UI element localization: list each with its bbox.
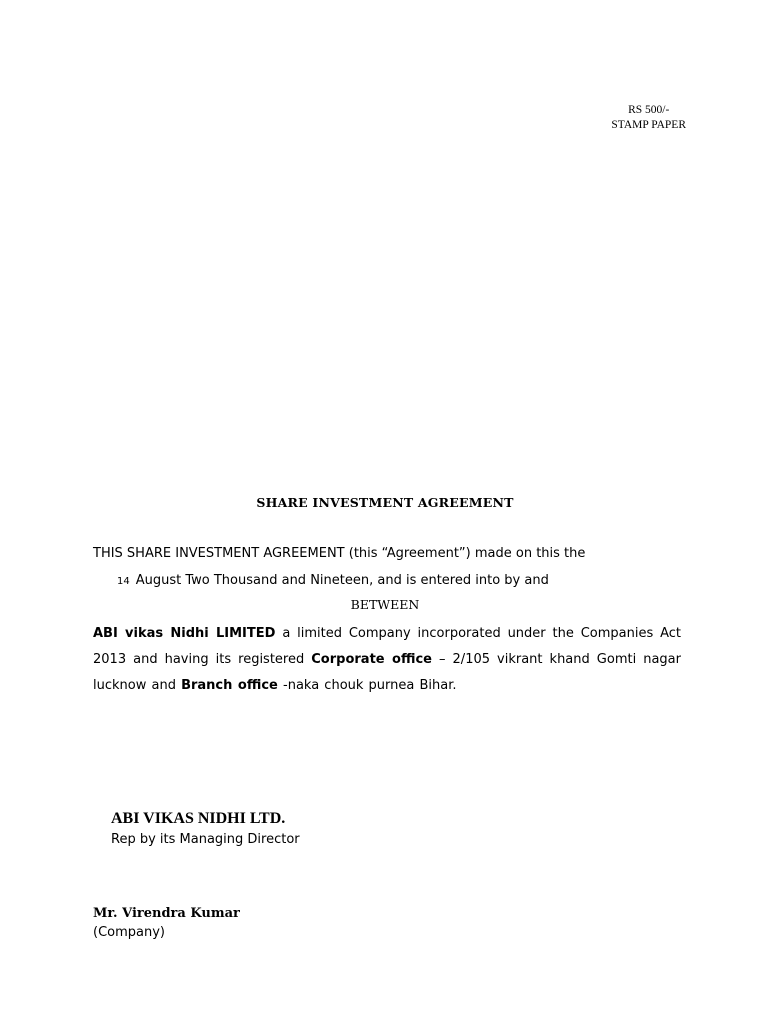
party-description: [93, 621, 681, 699]
stamp-paper-note: [611, 103, 686, 133]
agreement-date-text: August Two Thousand and Nineteen, and is entered into by and: [135, 573, 549, 588]
signatory-role: (Company): [93, 925, 165, 940]
signatory-company-name: ABI VIKAS NIDHI LTD.: [111, 810, 286, 827]
party-text-2: – 2/105 vikrant khand Gomti nagar lucknow and: [93, 652, 681, 693]
party-text-3: -naka chouk purnea Bihar.: [277, 678, 457, 693]
stamp-value: RS 500/-: [628, 104, 670, 116]
party-name: ABI vikas Nidhi LIMITED: [93, 626, 276, 641]
corporate-office-label: Corporate office: [311, 652, 432, 667]
intro-line-2: [117, 572, 549, 591]
branch-office-label: Branch office: [181, 678, 278, 693]
document-title: SHARE INVESTMENT AGREEMENT: [256, 495, 514, 510]
stamp-label: STAMP PAPER: [611, 119, 686, 131]
between-heading: BETWEEN: [350, 597, 420, 612]
signatory-person-name: Mr. Virendra Kumar: [93, 906, 240, 921]
party-text-1: a limited Company incorporated under the Companies Act 2013 and having its registered: [93, 626, 681, 667]
agreement-day: 14: [117, 576, 130, 587]
intro-line-1: THIS SHARE INVESTMENT AGREEMENT (this “Agreement”) made on this the: [93, 546, 586, 561]
representative-line: Rep by its Managing Director: [111, 832, 300, 847]
